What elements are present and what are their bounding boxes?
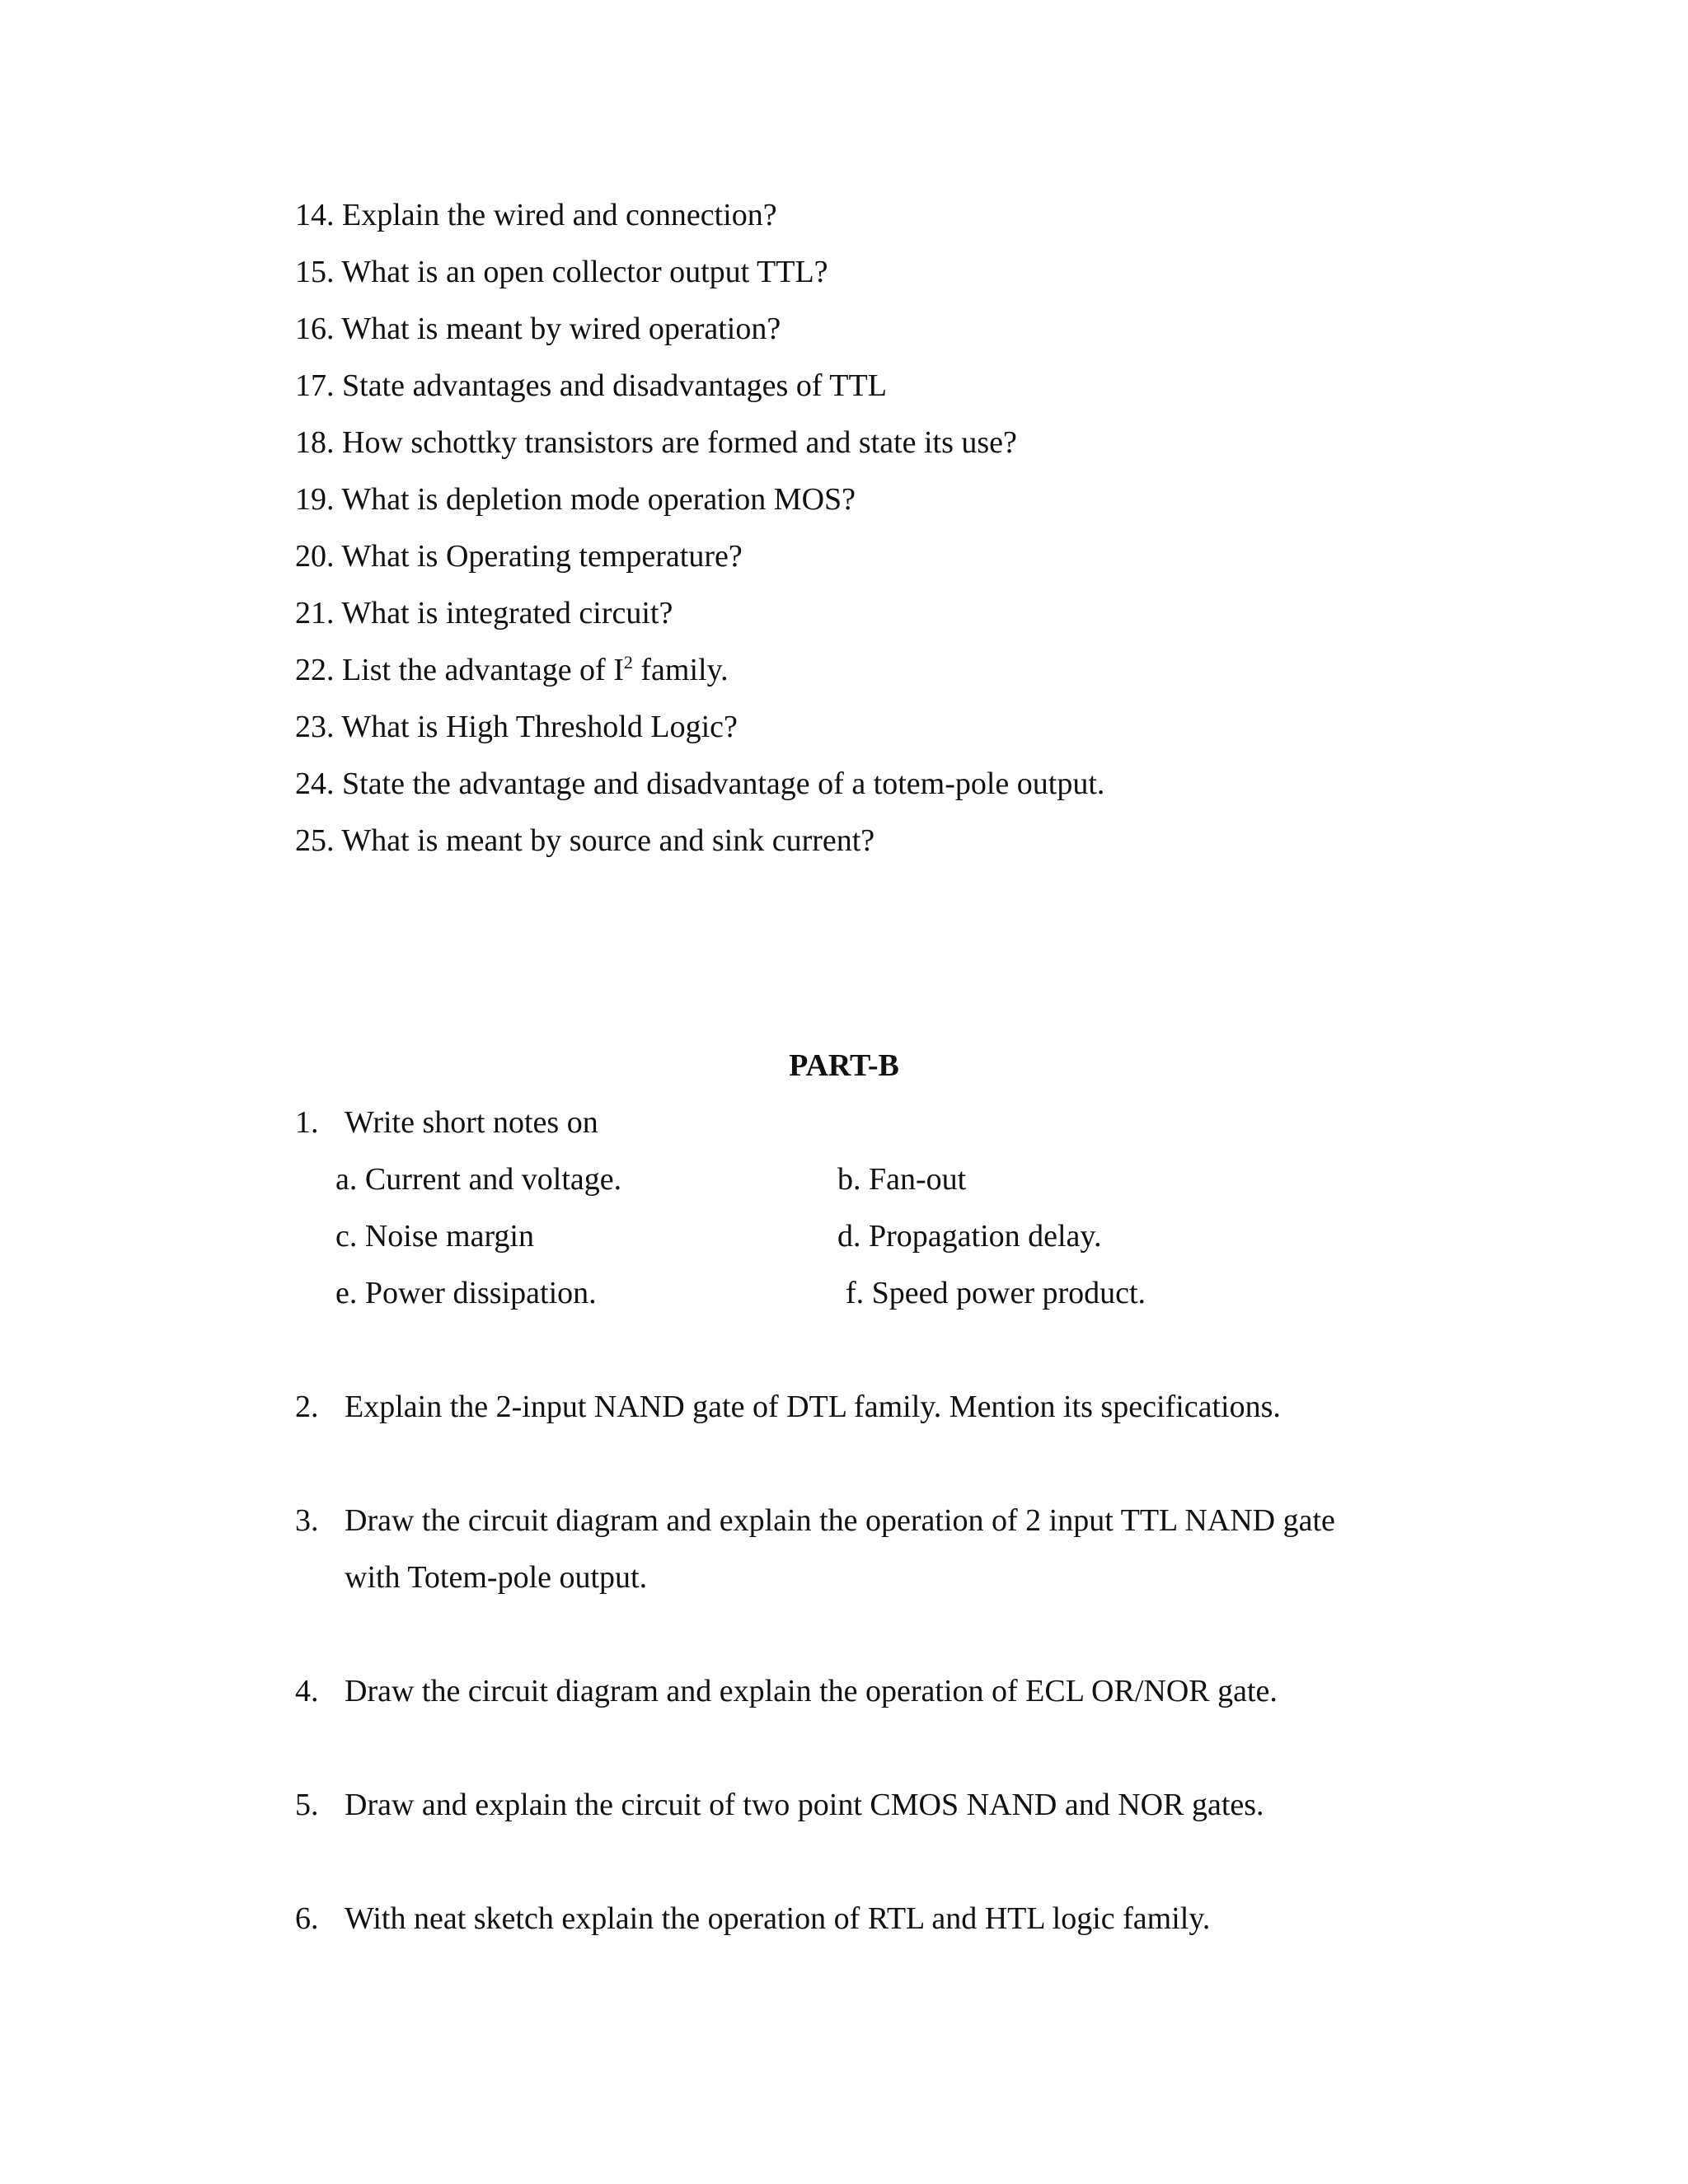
question-text-before: List the advantage of I [342, 653, 624, 687]
question-number: 23. [295, 710, 335, 744]
question-20 [295, 537, 743, 575]
question-14 [295, 196, 777, 234]
section-heading-part-b: PART-B [789, 1048, 899, 1083]
question-number: 24. [295, 766, 335, 801]
question-number: 18. [295, 425, 335, 460]
question-text: What is integrated circuit? [341, 596, 673, 630]
question-22 [295, 651, 729, 689]
question-text: State advantages and disadvantages of TTL [342, 368, 887, 403]
subitem-e: e. Power dissipation. [335, 1276, 597, 1310]
question-24 [295, 765, 1104, 803]
question-text [342, 653, 729, 687]
question-number: 16. [295, 312, 335, 346]
question-number: 14. [295, 198, 335, 232]
question-number: 25. [295, 823, 335, 858]
question-16 [295, 310, 781, 348]
question-number: 4. [295, 1674, 319, 1708]
question-number: 1. [295, 1105, 319, 1140]
question-19 [295, 480, 856, 518]
question-17 [295, 367, 887, 405]
question-text: What is depletion mode operation MOS? [341, 482, 856, 517]
question-number: 19. [295, 482, 335, 517]
question-number: 5. [295, 1788, 319, 1822]
question-text-after: family. [632, 653, 729, 687]
question-number: 21. [295, 596, 335, 630]
question-text: With neat sketch explain the operation of RTL and HTL logic family. [345, 1901, 1211, 1936]
question-text: Explain the wired and connection? [342, 198, 777, 232]
question-15 [295, 253, 828, 291]
question-number: 3. [295, 1503, 319, 1538]
subitem-b: b. Fan-out [837, 1162, 967, 1197]
question-text: State the advantage and disadvantage of a totem-pole output. [342, 766, 1105, 801]
question-text: Draw and explain the circuit of two point CMOS NAND and NOR gates. [345, 1788, 1264, 1822]
subitem-c: c. Noise margin [335, 1219, 534, 1254]
question-25 [295, 822, 874, 860]
question-text-line-2: with Totem-pole output. [345, 1560, 648, 1595]
question-text: What is High Threshold Logic? [341, 710, 738, 744]
subitem-f: f. Speed power product. [846, 1276, 1146, 1310]
subitem-a: a. Current and voltage. [335, 1162, 622, 1197]
question-text: What is Operating temperature? [341, 539, 743, 574]
superscript: 2 [623, 652, 633, 673]
question-text: Draw the circuit diagram and explain the operation of ECL OR/NOR gate. [345, 1674, 1278, 1708]
question-text: Explain the 2-input NAND gate of DTL family. Mention its specifications. [345, 1390, 1281, 1424]
question-number: 17. [295, 368, 335, 403]
question-text: What is an open collector output TTL? [341, 255, 828, 289]
question-18 [295, 424, 1017, 462]
question-23 [295, 708, 738, 746]
question-21 [295, 594, 673, 632]
question-number: 2. [295, 1390, 319, 1424]
question-number: 20. [295, 539, 335, 574]
question-text: What is meant by source and sink current? [341, 823, 875, 858]
question-text: What is meant by wired operation? [341, 312, 781, 346]
subitem-d: d. Propagation delay. [837, 1219, 1102, 1254]
question-text-line-1: Draw the circuit diagram and explain the operation of 2 input TTL NAND gate [345, 1503, 1335, 1538]
question-number: 6. [295, 1901, 319, 1936]
question-number: 15. [295, 255, 335, 289]
question-number: 22. [295, 653, 335, 687]
question-text: Write short notes on [345, 1105, 598, 1140]
question-text: How schottky transistors are formed and state its use? [342, 425, 1017, 460]
